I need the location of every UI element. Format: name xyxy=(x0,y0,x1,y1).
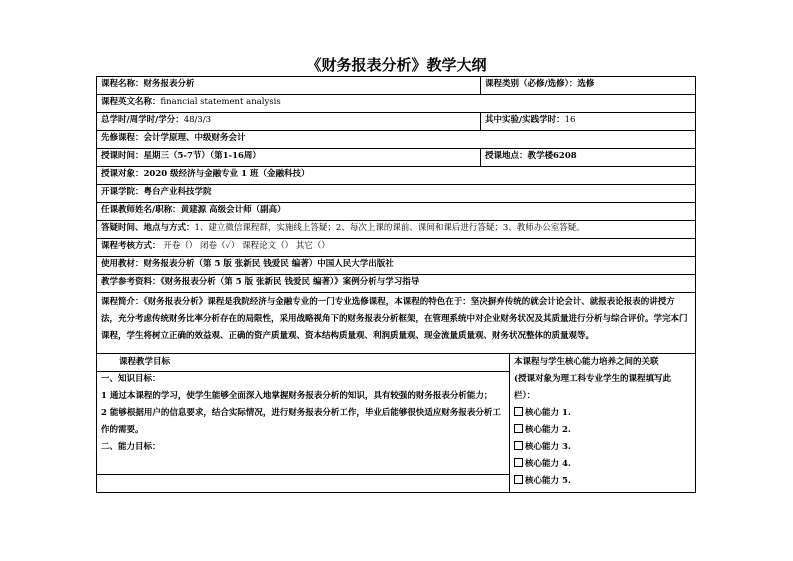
course-type-value: 选修 xyxy=(577,79,595,89)
reference-value: 《财务报表分析（第 5 版 张新民 钱爱民 编著）》案例分析与学习指导 xyxy=(160,277,420,287)
qa-cell xyxy=(97,221,695,238)
relation-header: 本课程与学生核心能力培养之间的关联 xyxy=(514,357,659,367)
class-time-label: 授课时间： xyxy=(101,151,144,161)
english-name-value: financial statement analysis xyxy=(160,97,281,107)
exam-option-open: 开卷（） xyxy=(163,241,198,251)
class-time-value: 星期三（5-7节）（第1-16周） xyxy=(143,151,261,161)
checkbox-icon xyxy=(514,441,523,450)
ability-rule xyxy=(97,474,509,475)
checkbox-icon xyxy=(514,475,523,484)
audience-label: 授课对象： xyxy=(101,169,144,179)
course-type-label: 课程类别（必修/选修）： xyxy=(485,79,578,89)
college-cell xyxy=(97,185,695,202)
core-ability-3: 核心能力 3. xyxy=(514,439,691,456)
core-ability-4: 核心能力 4. xyxy=(514,456,691,473)
knowledge-item-2: 2 能够根据用户的信息要求，结合实际情况，进行财务报表分析工作，毕业后能够很快适应财务报表分析工作的需要。 xyxy=(101,408,501,435)
checkbox-icon xyxy=(514,424,523,433)
experiment-label: 其中实验/实践学时： xyxy=(485,115,565,125)
row-course-name xyxy=(97,77,695,95)
college-label: 开课学院： xyxy=(101,187,144,197)
hours-value: 48/3/3 xyxy=(183,115,212,125)
row-teacher xyxy=(97,203,695,221)
audience-cell xyxy=(97,167,695,184)
prerequisite-cell xyxy=(97,131,695,148)
row-exam xyxy=(97,239,695,257)
row-english-name xyxy=(97,95,695,113)
row-class-time xyxy=(97,149,695,167)
row-prerequisite xyxy=(97,131,695,149)
core-ability-5: 核心能力 5. xyxy=(514,473,691,490)
objectives-header-rule xyxy=(97,371,509,372)
row-textbook xyxy=(97,257,695,275)
english-name-cell xyxy=(97,95,695,112)
exam-option-paper: 课程论文（） xyxy=(242,241,294,251)
textbook-cell xyxy=(97,257,695,274)
exam-label: 课程考核方式： xyxy=(101,241,161,251)
college-value: 粤台产业科技学院 xyxy=(143,187,212,197)
exam-option-closed: 闭卷（✓） xyxy=(199,241,240,251)
exam-option-other: 其它（） xyxy=(295,241,330,251)
relation-cell xyxy=(509,354,695,492)
qa-value: 1、建立微信课程群，实施线上答疑；2、每次上课的课前、课间和课后进行答疑；3、教师办公室答疑。 xyxy=(194,223,585,233)
row-reference xyxy=(97,275,695,293)
checkbox-icon xyxy=(514,407,523,416)
textbook-value: 财务报表分析（第 5 版 张新民 钱爱民 编著）中国人民大学出版社 xyxy=(143,259,394,269)
prerequisite-value: 会计学原理、中级财务会计 xyxy=(143,133,246,143)
ability-title: 二、能力目标： xyxy=(101,442,161,452)
course-name-label: 课程名称： xyxy=(101,79,144,89)
relation-note: (授课对象为理工科专业学生的课程填写此栏）： xyxy=(514,374,672,401)
teacher-label: 任课教师姓名/职称： xyxy=(101,205,181,215)
row-qa xyxy=(97,221,695,239)
knowledge-title: 一、知识目标： xyxy=(101,374,161,384)
reference-cell xyxy=(97,275,695,292)
textbook-label: 使用教材： xyxy=(101,259,144,269)
audience-value: 2020 级经济与金融专业 1 班（金融科技） xyxy=(143,169,310,179)
course-name-cell xyxy=(97,77,480,94)
hours-label: 总学时/周学时/学分： xyxy=(101,115,184,125)
class-place-value: 教学楼6208 xyxy=(527,151,577,161)
qa-label: 答疑时间、地点与方式： xyxy=(101,223,195,233)
row-college xyxy=(97,185,695,203)
core-ability-1: 核心能力 1. xyxy=(514,405,691,422)
row-objectives xyxy=(97,354,695,492)
syllabus-table xyxy=(96,76,696,493)
objectives-header: 课程教学目标 xyxy=(119,357,171,367)
intro-cell xyxy=(97,293,695,353)
class-time-cell xyxy=(97,149,480,166)
checkbox-icon xyxy=(514,458,523,467)
objectives-cell xyxy=(97,354,509,492)
english-name-label: 课程英文名称： xyxy=(101,97,161,107)
course-name-value: 财务报表分析 xyxy=(143,79,195,89)
teacher-value: 黄建源 高级会计师（副高） xyxy=(180,205,286,215)
knowledge-item-1: 1 通过本课程的学习，使学生能够全面深入地掌握财务报表分析的知识，具有较强的财务报表分析能力； xyxy=(101,391,493,401)
reference-label: 教学参考资料： xyxy=(101,277,161,287)
class-place-cell xyxy=(480,149,695,166)
page-title: 《财务报表分析》教学大纲 xyxy=(306,56,487,74)
experiment-value: 16 xyxy=(564,115,576,125)
row-hours xyxy=(97,113,695,131)
course-type-cell xyxy=(480,77,695,94)
row-audience xyxy=(97,167,695,185)
intro-label: 课程简介： xyxy=(101,297,144,307)
prerequisite-label: 先修课程： xyxy=(101,133,144,143)
experiment-cell xyxy=(480,113,695,130)
teacher-cell xyxy=(97,203,695,220)
hours-cell xyxy=(97,113,480,130)
class-place-label: 授课地点： xyxy=(485,151,528,161)
row-intro xyxy=(97,293,695,354)
exam-cell xyxy=(97,239,695,256)
core-ability-2: 核心能力 2. xyxy=(514,422,691,439)
intro-text: 《财务报表分析》课程是我院经济与金融专业的一门专业选修课程，本课程的特色在于：坚决摒弃传统的就会计论会计、就报表论报表的讲授方法，充分考虑传统财务比率分析存在的局限性，采用战略视角下的财务报表分析框架，在管理系统中对企业财务状况及其质量进行分析与综合评价。学完本门课程，学生将树立正确的效益观、正确的资产质量观、资本结构质量观、利润质量观、现金流量质量观、财务状况整体的质量观等。 xyxy=(101,297,688,341)
